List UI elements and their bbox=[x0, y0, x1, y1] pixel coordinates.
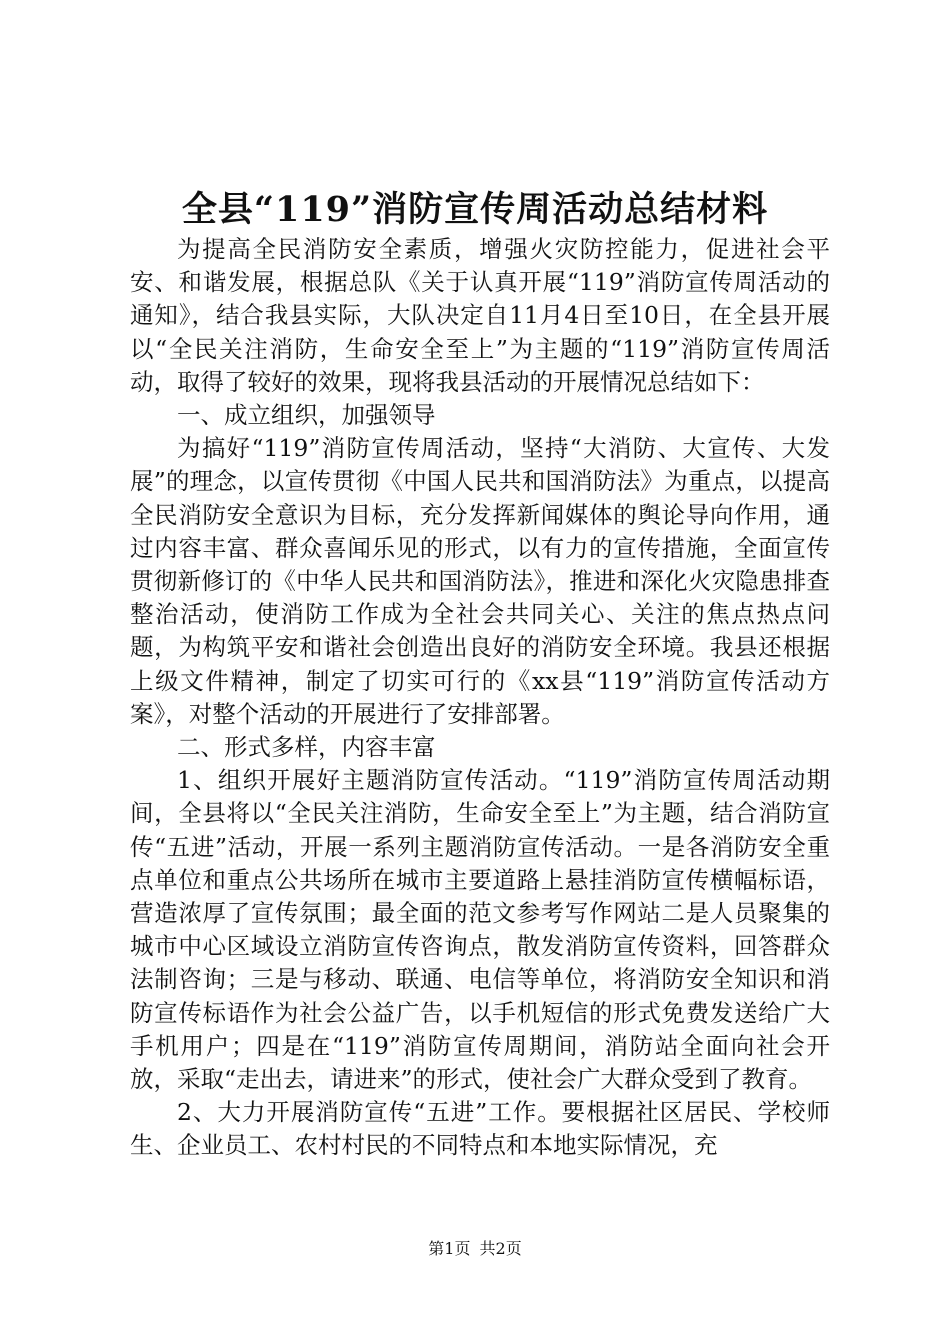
paragraph-intro: 为提高全民消防安全素质，增强火灾防控能力，促进社会平安、和谐发展，根据总队《关于认真开展“119”消防宣传周活动的通知》，结合我县实际，大队决定自11月4日至10日，在全县开展以“全民关注消防，生命安全至上”为主题的“119”消防宣传周活动，取得了较好的效果，现将我县活动的开展情况总结如下： bbox=[130, 235, 830, 396]
section-heading-2: 二、形式多样，内容丰富 bbox=[177, 733, 436, 762]
page-total: 共2页 bbox=[479, 1239, 522, 1258]
section-heading-1: 一、成立组织，加强领导 bbox=[177, 401, 436, 430]
document-body bbox=[130, 233, 830, 1163]
page-number: 第1页 bbox=[428, 1239, 471, 1258]
page-footer bbox=[0, 1238, 950, 1260]
paragraph-item-1: 1、组织开展好主题消防宣传活动。“119”消防宣传周活动期间，全县将以“全民关注消防，生命安全至上”为主题，结合消防宣传“五进”活动，开展一系列主题消防宣传活动。一是各消防安全重点单位和重点公共场所在城市主要道路上悬挂消防宣传横幅标语，营造浓厚了宣传氛围；最全面的范文参考写作网站二是人员聚集的城市中心区域设立消防宣传咨询点，散发消防宣传资料，回答群众法制咨询；三是与移动、联通、电信等单位，将消防安全知识和消防宣传标语作为社会公益广告，以手机短信的形式免费发送给广大手机用户；四是在“119”消防宣传周期间，消防站全面向社会开放，采取“走出去，请进来”的形式，使社会广大群众受到了教育。 bbox=[130, 766, 830, 1094]
paragraph-section-1: 为搞好“119”消防宣传周活动，坚持“大消防、大宣传、大发展”的理念，以宣传贯彻《中国人民共和国消防法》为重点，以提高全民消防安全意识为目标，充分发挥新闻媒体的舆论导向作用，通过内容丰富、群众喜闻乐见的形式，以有力的宣传措施，全面宣传贯彻新修订的《中华人民共和国消防法》，推进和深化火灾隐患排查整治活动，使消防工作成为全社会共同关心、关注的焦点热点问题，为构筑平安和谐社会创造出良好的消防安全环境。我县还根据上级文件精神，制定了切实可行的《xx县“119”消防宣传活动方案》，对整个活动的开展进行了安排部署。 bbox=[130, 434, 830, 728]
document-title: 全县“119”消防宣传周活动总结材料 bbox=[181, 189, 769, 230]
paragraph-item-2: 2、大力开展消防宣传“五进”工作。要根据社区居民、学校师生、企业员工、农村村民的不同特点和本地实际情况，充 bbox=[130, 1098, 830, 1160]
